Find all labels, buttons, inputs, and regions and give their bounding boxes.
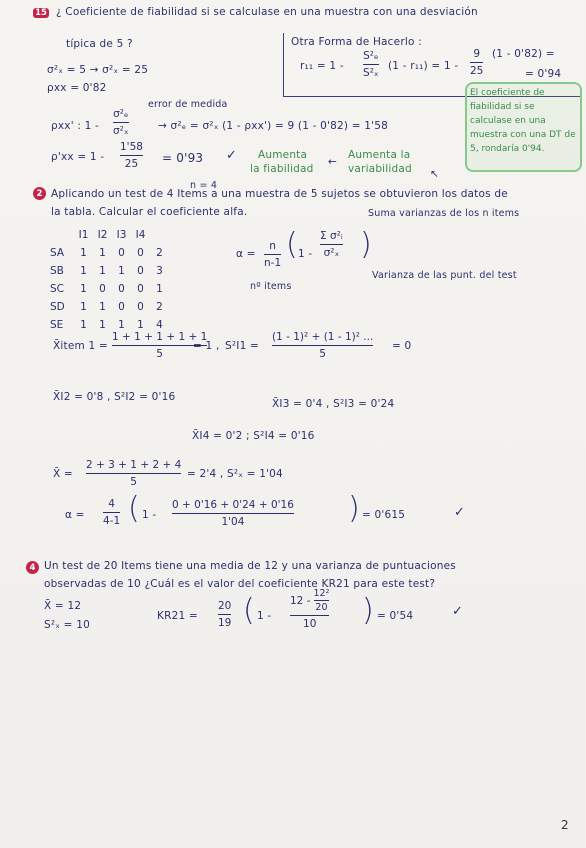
row-label: SB [50, 265, 64, 277]
column-header [150, 226, 169, 244]
table-row [50, 262, 169, 280]
rxx-prime-fraction [113, 108, 129, 137]
reliability-value: ρxx = 0'82 [47, 82, 107, 94]
alt-fraction-1 [363, 50, 379, 79]
row-label: SE [50, 319, 64, 331]
question-text-line2: típica de 5 ? [66, 38, 133, 50]
alpha-calc-lhs: α = [65, 509, 85, 521]
alpha-one-minus: 1 - [298, 248, 313, 260]
item1-variance-den: 5 [319, 348, 326, 360]
alt-formula-part-c: (1 - 0'82) = [492, 48, 555, 60]
table-cell: 0 [99, 283, 106, 295]
alt-formula-part-b: (1 - r₁₁) = 1 - [388, 60, 459, 72]
table-cell: 0 [137, 265, 144, 277]
rxx-second-fraction [120, 141, 143, 170]
alt-formula-result: = 0'94 [525, 68, 562, 80]
total-mean-num: 2 + 3 + 1 + 2 + 4 [86, 459, 182, 471]
alpha-total-variance: σ²ₓ [323, 247, 340, 259]
question-2-badge [33, 187, 46, 200]
column-header: I1 [78, 229, 89, 241]
variance-equation: σ²ₓ = 5 → σ²ₓ = 25 [47, 64, 149, 76]
table-cell: 1 [80, 319, 87, 331]
alpha-calc-result: = 0'615 [362, 509, 406, 521]
alpha-n-minus-1: n-1 [264, 257, 282, 269]
alt-fraction-2 [470, 48, 483, 77]
arrow-left-icon: ← [328, 156, 337, 168]
total-mean-lhs: X̄ = [53, 468, 73, 480]
sum-variances-label: Suma varianzas de los n items [368, 208, 520, 219]
test-mean: X̄ = 12 [44, 600, 82, 612]
check-mark-icon: ✓ [226, 148, 237, 163]
alpha-n: n [269, 240, 276, 252]
table-cell: 0 [137, 247, 144, 259]
column-header: I4 [135, 229, 146, 241]
rxx-second-lhs: ρ'xx = 1 - [51, 151, 105, 163]
question-4-text-line1: Un test de 20 Items tiene una media de 12 y una varianza de puntuaciones [44, 560, 456, 572]
table-cell: 0 [118, 247, 125, 259]
item4-stats: X̄I4 = 0'2 ; S²I4 = 0'16 [192, 430, 315, 442]
row-label: SD [50, 301, 65, 313]
kr21-inner-fraction [290, 588, 329, 630]
table-cell: 1 [99, 247, 106, 259]
item2-stats: X̄I2 = 0'8 , S²I2 = 0'16 [53, 391, 176, 403]
table-cell: 1 [80, 283, 87, 295]
table-cell: 1 [99, 319, 106, 331]
table-cell: 4 [156, 319, 163, 331]
question-4-number: 4 [29, 562, 36, 573]
check-mark-icon: ✓ [452, 604, 463, 619]
n-items-label: nº items [250, 281, 292, 292]
close-paren: ) [348, 491, 360, 526]
total-mean-den: 5 [130, 476, 137, 488]
table-cell: 1 [156, 283, 163, 295]
table-cell: 0 [137, 283, 144, 295]
question-text-line1: ¿ Coeficiente de fiabilidad si se calculase en una muestra con una desviación [56, 6, 478, 18]
kr21-lhs: KR21 = [157, 610, 198, 622]
alt-formula-part-a: r₁₁ = 1 - [300, 60, 344, 72]
page-number: 2 [561, 818, 569, 832]
item1-variance-num: (1 - 1)² + (1 - 1)² ... [272, 331, 374, 343]
kr21-inner-sub-num: 12² [313, 588, 330, 599]
table-cell: 1 [118, 319, 125, 331]
alpha-calc-one-minus: 1 - [142, 509, 157, 521]
table-row [50, 280, 169, 298]
alpha-calc-inner-num: 0 + 0'16 + 0'24 + 0'16 [172, 499, 294, 511]
alpha-n-fraction [264, 240, 281, 269]
row-label: SC [50, 283, 64, 295]
table-cell: 1 [80, 301, 87, 313]
column-header: I3 [116, 229, 127, 241]
question-number-badge [33, 8, 49, 18]
rxx-second-num: 1'58 [120, 141, 143, 153]
increase-variability-label: Aumenta la [348, 149, 411, 161]
increase-reliability-label: Aumenta [258, 149, 308, 161]
alpha-lhs: α = [236, 248, 256, 260]
kr21-n-minus-1: 19 [218, 617, 232, 629]
alpha-sum-variances: Σ σ²ᵢ [320, 230, 343, 242]
test-variance: S²ₓ = 10 [44, 619, 90, 631]
table-cell: 1 [99, 301, 106, 313]
rxx-second-den: 25 [124, 158, 139, 170]
question-2-text-line2: la tabla. Calcular el coeficiente alfa. [51, 206, 248, 218]
total-mean-fraction [86, 459, 181, 488]
kr21-result: = 0'54 [377, 610, 414, 622]
question-4-badge [26, 561, 39, 574]
question-4-text-line2: observadas de 10 ¿Cuál es el valor del coeficiente KR21 para este test? [44, 578, 436, 590]
alt-fraction-2-num: 9 [473, 48, 481, 60]
alpha-calc-num: 4 [108, 498, 115, 510]
rxx-second-result: = 0'93 [162, 151, 204, 165]
kr21-n-fraction [218, 600, 231, 629]
table-cell: 1 [118, 265, 125, 277]
close-paren: ) [360, 227, 372, 262]
rxx-prime-num: σ²ₑ [113, 108, 129, 120]
rxx-prime-lhs: ρxx' : 1 - [51, 120, 99, 132]
increase-reliability-label-b: la fiabilidad [250, 163, 314, 175]
open-paren: ( [243, 593, 255, 628]
error-label: error de medida [148, 99, 228, 110]
alt-fraction-1-num: S²ₑ [363, 50, 379, 62]
item1-mean-result: = 1 , [193, 340, 220, 352]
table-cell: 1 [80, 247, 87, 259]
table-cell: 1 [99, 265, 106, 277]
table-cell: 3 [156, 265, 163, 277]
conclusion-note: El coeficiente de fiabilidad si se calculase en una muestra con una DT de 5, rondaría 0'94. [470, 88, 576, 154]
question-2-number: 2 [36, 188, 43, 199]
error-variance-equation: → σ²ₑ = σ²ₓ (1 - ρxx') = 9 (1 - 0'82) = 1'58 [158, 120, 388, 132]
data-table [50, 226, 169, 334]
question-2-text-line1: Aplicando un test de 4 Items a una muestra de 5 sujetos se obtuvieron los datos de [51, 188, 508, 200]
alpha-calc-den: 4-1 [103, 515, 121, 527]
kr21-one-minus: 1 - [257, 610, 272, 622]
open-paren: ( [286, 227, 298, 262]
item1-mean-num: 1 + 1 + 1 + 1 + 1 [112, 331, 208, 343]
column-header: I2 [97, 229, 108, 241]
close-paren: ) [362, 593, 374, 628]
question-number: 15 [35, 8, 47, 18]
test-variance-label: Varianza de las punt. del test [372, 270, 517, 281]
alpha-calc-inner-den: 1'04 [221, 516, 245, 528]
item1-variance-lhs: S²I1 = [225, 340, 259, 352]
increase-variability-label-b: variabilidad [348, 163, 412, 175]
table-cell: 2 [156, 247, 163, 259]
kr21-inner-sub-fraction [314, 588, 330, 613]
alpha-calc-inner-fraction [172, 499, 294, 528]
table-header-row [50, 226, 169, 244]
table-row [50, 298, 169, 316]
item1-variance-fraction [272, 331, 373, 360]
item1-variance-result: = 0 [392, 340, 412, 352]
table-cell: 0 [118, 283, 125, 295]
kr21-inner-den: 10 [303, 618, 317, 630]
alpha-inner-fraction [320, 230, 343, 259]
table-cell: 0 [118, 301, 125, 313]
alt-fraction-2-den: 25 [470, 65, 484, 77]
table-cell: 1 [137, 319, 144, 331]
item1-mean-den: 5 [156, 348, 163, 360]
item3-stats: X̄I3 = 0'4 , S²I3 = 0'24 [272, 398, 395, 410]
kr21-inner-sub-den: 20 [315, 602, 328, 613]
row-label: SA [50, 247, 65, 259]
alpha-calc-fraction [103, 498, 120, 527]
kr21-n: 20 [218, 600, 232, 612]
check-mark-icon: ✓ [454, 505, 465, 520]
alt-fraction-1-den: S²ₓ [363, 67, 379, 79]
open-paren: ( [128, 491, 140, 526]
table-cell: 1 [80, 265, 87, 277]
alternative-method-title: Otra Forma de Hacerlo : [291, 36, 422, 48]
curved-arrow-icon: ↖ [430, 168, 439, 180]
table-row [50, 244, 169, 262]
table-cell: 0 [137, 301, 144, 313]
n-equals-4-label: n = 4 [190, 180, 218, 191]
kr21-inner-num-a: 12 - [290, 594, 311, 607]
item1-mean-lhs: X̄item 1 = [53, 340, 108, 352]
rxx-prime-den: σ²ₓ [113, 125, 129, 137]
table-cell: 2 [156, 301, 163, 313]
total-mean-result: = 2'4 , S²ₓ = 1'04 [187, 468, 283, 480]
